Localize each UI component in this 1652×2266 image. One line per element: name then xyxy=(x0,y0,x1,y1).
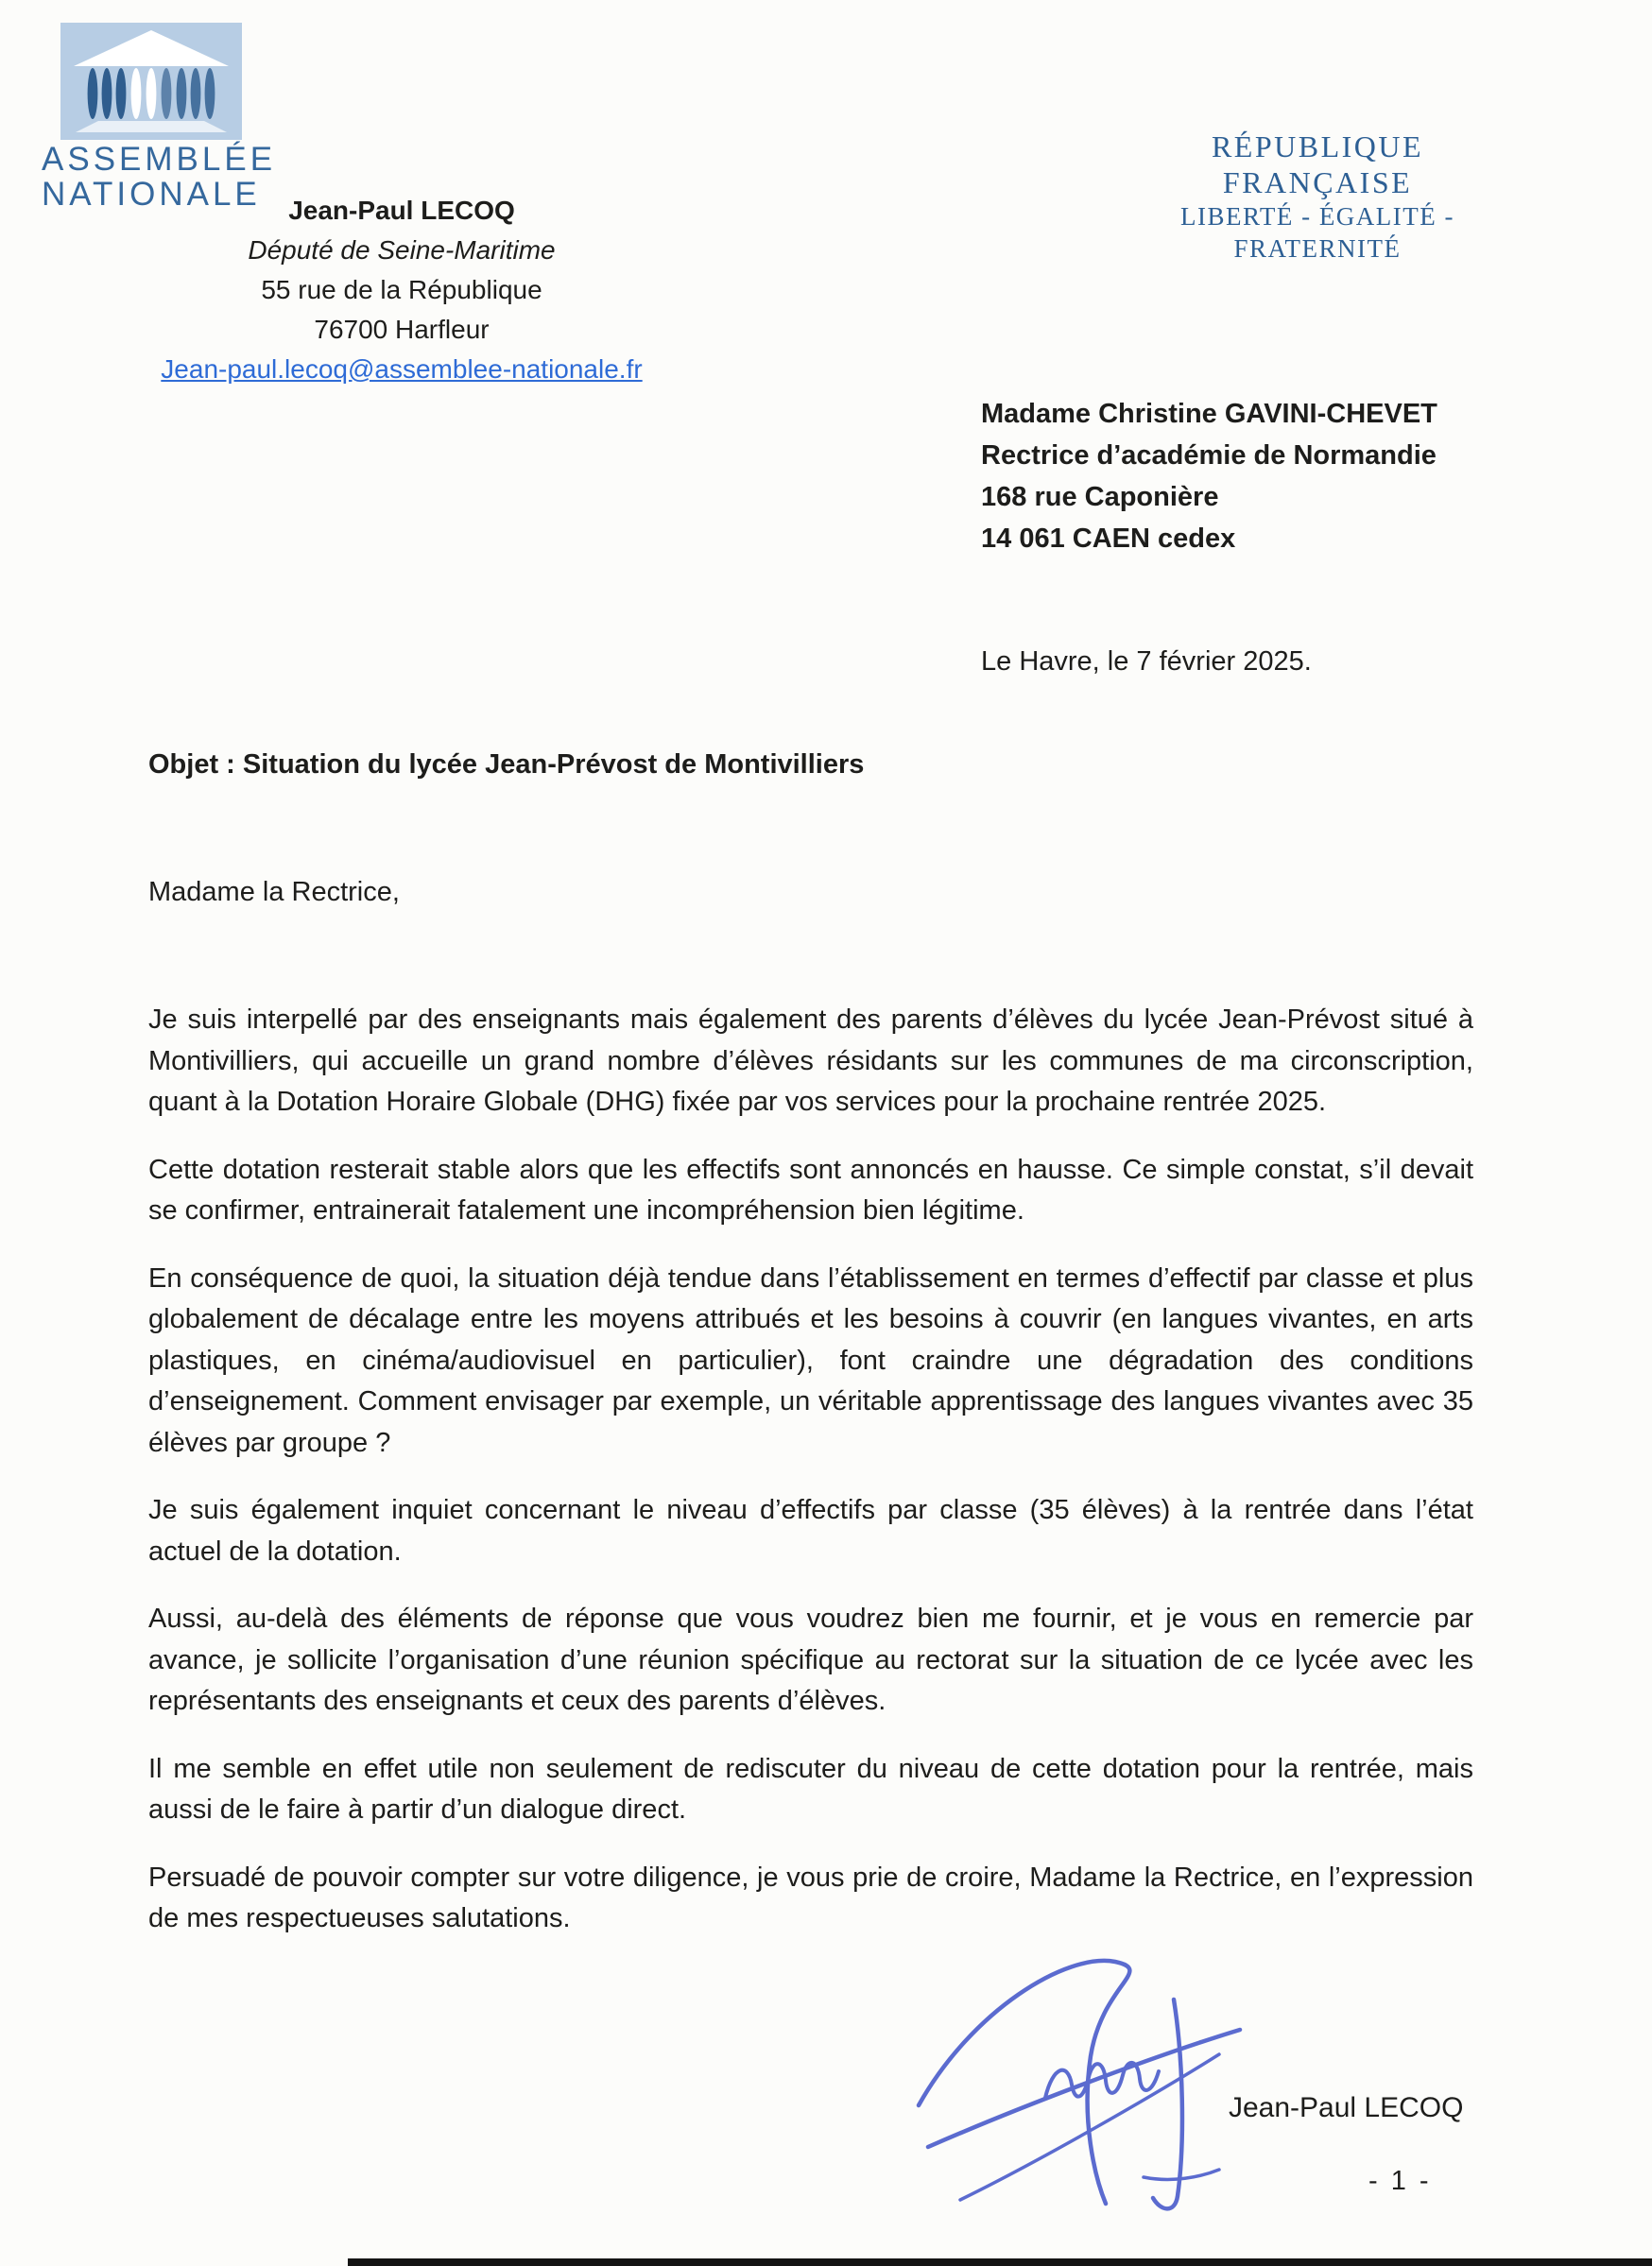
subject-line: Objet : Situation du lycée Jean-Prévost de Montivilliers xyxy=(148,749,865,780)
an-pediment-columns-icon xyxy=(60,23,242,140)
republique-francaise-header xyxy=(1130,129,1505,265)
sender-name: Jean-Paul LECOQ xyxy=(288,196,515,225)
paragraph: Cette dotation resterait stable alors que les effectifs sont annoncés en hausse. Ce simple constat, s’il devait se confirmer, entrainerait fatalement une incompréhension bien légitime. xyxy=(148,1154,1473,1226)
scan-edge-artifact xyxy=(348,2258,1652,2266)
page-number: - 1 - xyxy=(1368,2166,1432,2196)
signature-printed-name: Jean-Paul LECOQ xyxy=(1229,2092,1464,2123)
sender-address-line2: 76700 Harfleur xyxy=(314,315,490,344)
assemblee-line: ASSEMBLÉE xyxy=(42,141,277,178)
sender-email-row xyxy=(121,350,682,389)
letter-body xyxy=(148,1000,1473,1966)
paragraph: Il me semble en effet utile non seulement de rediscuter du niveau de cette dotation pour la rentrée, mais aussi de le faire à partir d’un dialogue direct. xyxy=(148,1753,1473,1825)
signature-scribble-icon xyxy=(905,1945,1340,2228)
paragraph: Persuadé de pouvoir compter sur votre diligence, je vous prie de croire, Madame la Rectrice, en l’expression de mes respectueuses salutations. xyxy=(148,1862,1473,1933)
paragraph: En conséquence de quoi, la situation déjà tendue dans l’établissement en termes d’effectif par classe et plus globalement de décalage entre les moyens attribués et les besoins à couvrir (en langues vivantes, en arts plastiques, en cinéma/audiovisuel en particulier), font craindre une dégradation des conditions d’enseignement. Comment envisager par exemple, un véritable apprentissage des langues vivantes avec 35 élèves par groupe ? xyxy=(148,1262,1473,1458)
nationale-line: NATIONALE xyxy=(42,176,261,213)
paragraph: Aussi, au-delà des éléments de réponse que vous voudrez bien me fournir, et je vous en remercie par avance, je sollicite l’organisation d’une réunion spécifique au rectorat sur la situation de ce lycée avec les représentants des enseignants et ceux des parents d’élèves. xyxy=(148,1604,1473,1716)
salutation: Madame la Rectrice, xyxy=(148,877,400,907)
paragraph: Je suis également inquiet concernant le niveau d’effectifs par classe (35 élèves) à la rentrée dans l’état actuel de la dotation. xyxy=(148,1495,1473,1567)
dateline: Le Havre, le 7 février 2025. xyxy=(981,646,1312,677)
sender-address-line1: 55 rue de la République xyxy=(261,275,542,304)
paragraph: Je suis interpellé par des enseignants mais également des parents d’élèves du lycée Jean-Prévost situé à Montivilliers, qui accueille un grand nombre d’élèves résidants sur les communes de ma circonscription, quant à la Dotation Horaire Globale (DHG) fixée par vos services pour la prochaine rentrée 2025. xyxy=(148,1004,1473,1117)
assemblee-nationale-logo-icon xyxy=(60,23,242,140)
sender-title: Député de Seine-Maritime xyxy=(248,235,556,265)
sender-block xyxy=(121,191,682,389)
sender-email-link[interactable]: Jean-paul.lecoq@assemblee-nationale.fr xyxy=(161,354,643,384)
republique-francaise-line: RÉPUBLIQUE FRANÇAISE xyxy=(1211,129,1424,199)
recipient-title: Rectrice d’académie de Normandie xyxy=(981,440,1437,471)
recipient-city: 14 061 CAEN cedex xyxy=(981,524,1236,554)
recipient-street: 168 rue Caponière xyxy=(981,482,1219,512)
recipient-name: Madame Christine GAVINI-CHEVET xyxy=(981,399,1437,429)
recipient-block xyxy=(981,393,1437,559)
devise-line: LIBERTÉ - ÉGALITÉ - FRATERNITÉ xyxy=(1179,202,1455,263)
